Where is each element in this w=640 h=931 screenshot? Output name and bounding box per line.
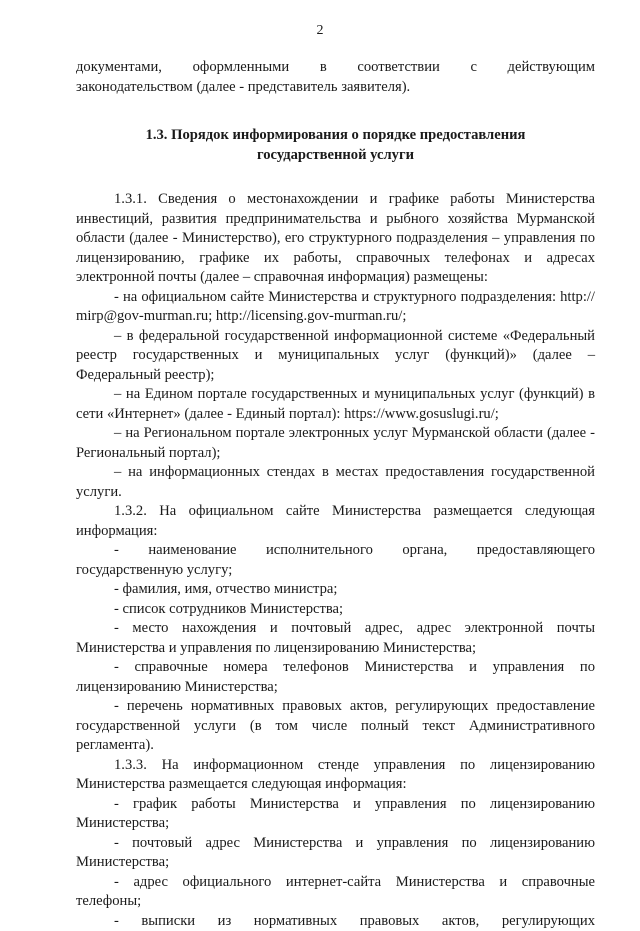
list-item-official-site: - на официальном сайте Министерства и структурного подразделения: http:// mirp@gov-murman.ru; http://licensing.gov-murman.ru/; <box>76 288 595 327</box>
paragraph-1-3-2: 1.3.2. На официальном сайте Министерства размещается следующая информация: <box>76 502 595 541</box>
list-item-regional-portal: – на Региональном портале электронных услуг Мурманской области (далее - Региональный портал); <box>76 424 595 463</box>
paragraph-1-3-1: 1.3.1. Сведения о местонахождении и графике работы Министерства инвестиций, развития предпринимательства и рыбного хозяйства Мурманской области (далее - Министерство), его структурного подразделения – управления по лицензированию, графике их работы, справочных телефонах и адресах электронной почты (далее – справочная информация) размещены: <box>76 190 595 288</box>
page-number: 2 <box>0 22 640 40</box>
list-item-executive-body-name: - наименование исполнительного органа, предоставляющего государственную услугу; <box>76 541 595 580</box>
list-item-phone-numbers: - справочные номера телефонов Министерства и управления по лицензированию Министерства; <box>76 658 595 697</box>
list-item-website-address: - адрес официального интернет-сайта Министерства и справочные телефоны; <box>76 873 595 912</box>
paragraph-1-3-3: 1.3.3. На информационном стенде управления по лицензированию Министерства размещается следующая информация: <box>76 756 595 795</box>
list-item-work-schedule: - график работы Министерства и управления по лицензированию Министерства; <box>76 795 595 834</box>
list-item-legal-extracts: - выписки из нормативных правовых актов, регулирующих <box>76 912 595 931</box>
section-heading-line-1: 1.3. Порядок информирования о порядке предоставления <box>116 126 555 146</box>
document-body <box>76 58 595 931</box>
intro-line-1: документами, оформленными в соответствии с действующим <box>76 58 595 78</box>
section-heading <box>76 126 595 165</box>
list-item-staff-list: - список сотрудников Министерства; <box>76 600 595 620</box>
list-item-postal-address: - почтовый адрес Министерства и управления по лицензированию Министерства; <box>76 834 595 873</box>
section-heading-line-2: государственной услуги <box>116 146 555 166</box>
list-item-minister-name: - фамилия, имя, отчество министра; <box>76 580 595 600</box>
intro-line-2: законодательством (далее - представитель заявителя). <box>76 78 595 98</box>
list-item-info-stands: – на информационных стендах в местах предоставления государственной услуги. <box>76 463 595 502</box>
list-item-legal-acts: - перечень нормативных правовых актов, регулирующих предоставление государственной услуги (в том числе полный текст Административного регламента). <box>76 697 595 756</box>
list-item-federal-registry: – в федеральной государственной информационной системе «Федеральный реестр государственных и муниципальных услуг (функций)» (далее – Федеральный реестр); <box>76 327 595 386</box>
list-item-address: - место нахождения и почтовый адрес, адрес электронной почты Министерства и управления по лицензированию Министерства; <box>76 619 595 658</box>
list-item-unified-portal: – на Едином портале государственных и муниципальных услуг (функций) в сети «Интернет» (далее - Единый портал): https://www.gosuslugi.ru/; <box>76 385 595 424</box>
